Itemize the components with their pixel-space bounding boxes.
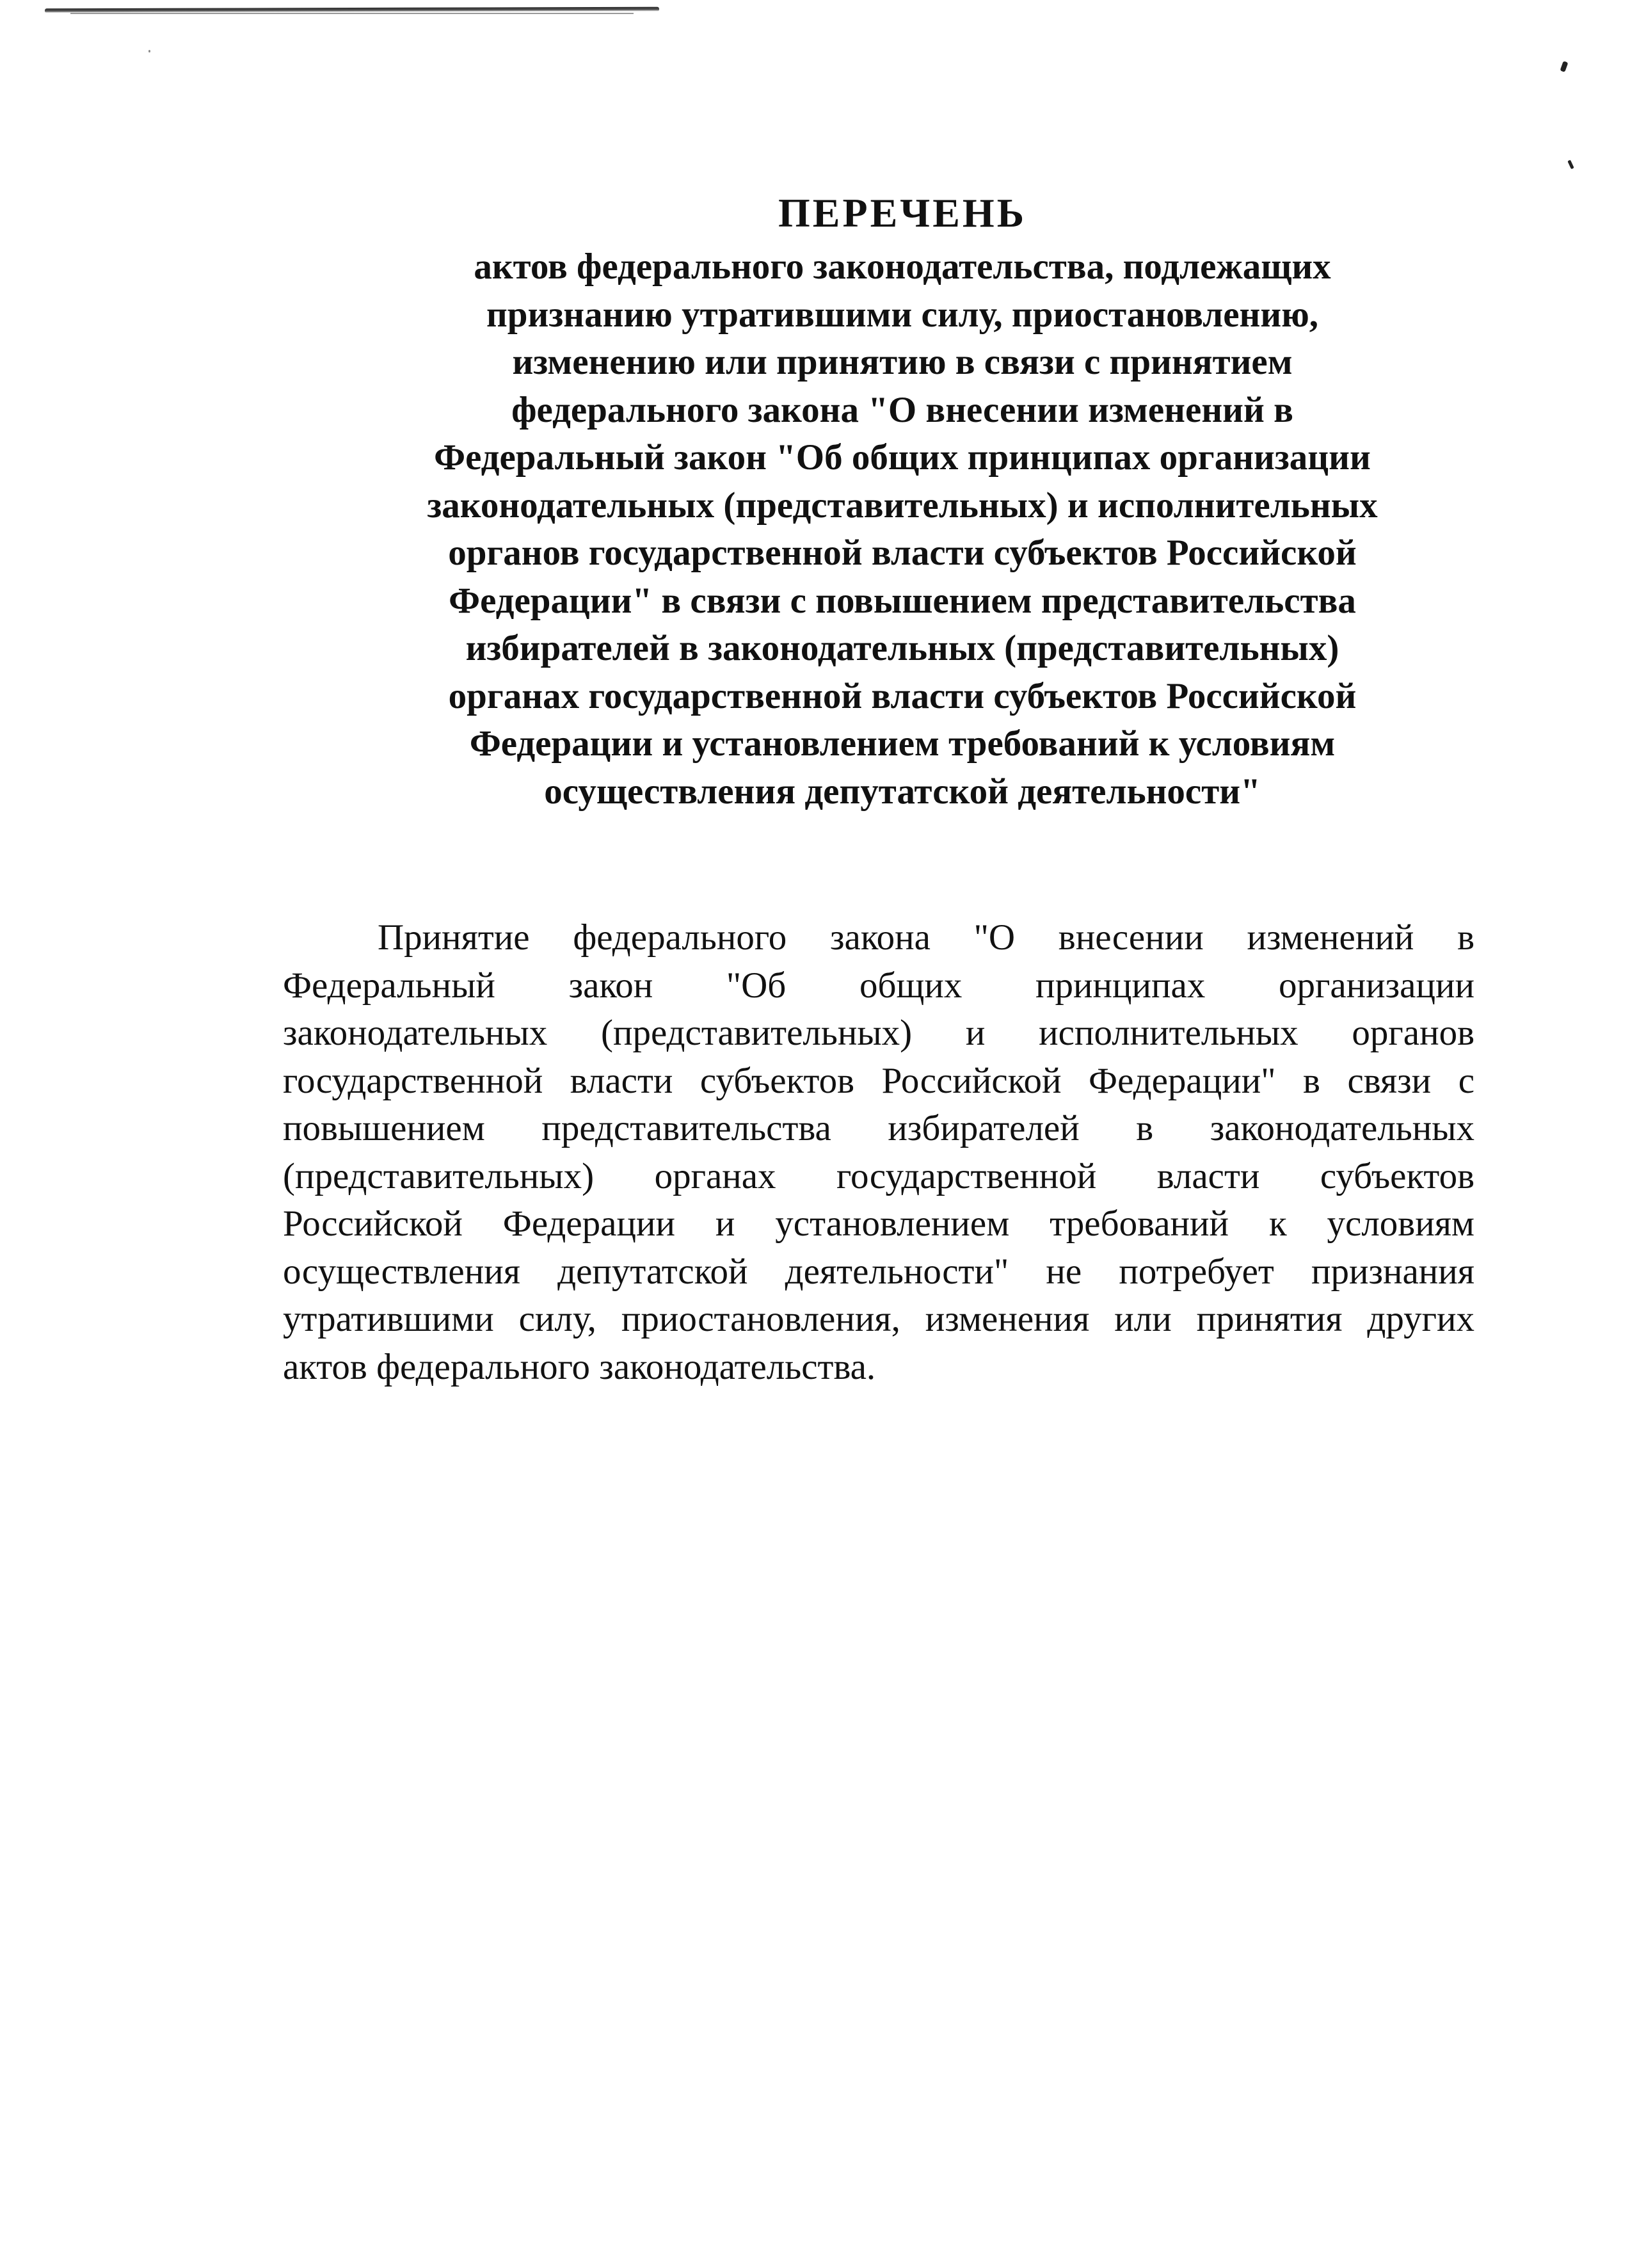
subtitle-line: Федеральный закон "Об общих принципах организации (434, 437, 1371, 478)
subtitle-line: органов государственной власти субъектов Российской (448, 533, 1357, 573)
subtitle-line: актов федерального законодательства, подлежащих (474, 246, 1331, 287)
document-heading (358, 186, 1446, 816)
body-line: Федеральный закон "Об общих принципах организации (283, 965, 1474, 1006)
body-line: осуществления депутатской деятельности" не потребует признания (283, 1251, 1474, 1292)
document-title: ПЕРЕЧЕНЬ (778, 190, 1027, 236)
subtitle-line: органах государственной власти субъектов Российской (448, 675, 1357, 716)
body-line: утратившими силу, приостановления, изменения или принятия других (283, 1299, 1474, 1339)
subtitle-line: осуществления депутатской деятельности" (544, 771, 1261, 812)
scan-speck (1567, 160, 1574, 170)
body-line: Российской Федерации и установлением требований к условиям (283, 1203, 1474, 1244)
subtitle-line: Федерации и установлением требований к условиям (469, 723, 1336, 764)
body-line: законодательных (представительных) и исполнительных органов (283, 1013, 1474, 1053)
subtitle-line: изменению или принятию в связи с принятием (512, 342, 1293, 382)
body-paragraph (283, 914, 1474, 1391)
scan-speck (1560, 61, 1569, 72)
body-line: (представительных) органах государственной власти субъектов (283, 1155, 1474, 1196)
subtitle-line: признанию утратившими силу, приостановлению, (486, 294, 1319, 335)
subtitle-line: Федерации" в связи с повышением представительства (449, 580, 1356, 621)
body-line: повышением представительства избирателей в законодательных (283, 1108, 1474, 1148)
subtitle-line: федерального закона "О внесении изменений в (511, 389, 1293, 430)
subtitle-line: законодательных (представительных) и исполнительных (427, 485, 1378, 526)
body-line: актов федерального законодательства. (283, 1346, 876, 1387)
body-line: государственной власти субъектов Российской Федерации" в связи с (283, 1060, 1474, 1101)
scan-speck (148, 50, 150, 52)
scan-artifact-line-thin (70, 13, 634, 14)
body-line: Принятие федерального закона "О внесении изменений в (378, 917, 1474, 958)
subtitle-line: избирателей в законодательных (представительных) (465, 628, 1339, 668)
scan-artifact-line (45, 7, 659, 13)
